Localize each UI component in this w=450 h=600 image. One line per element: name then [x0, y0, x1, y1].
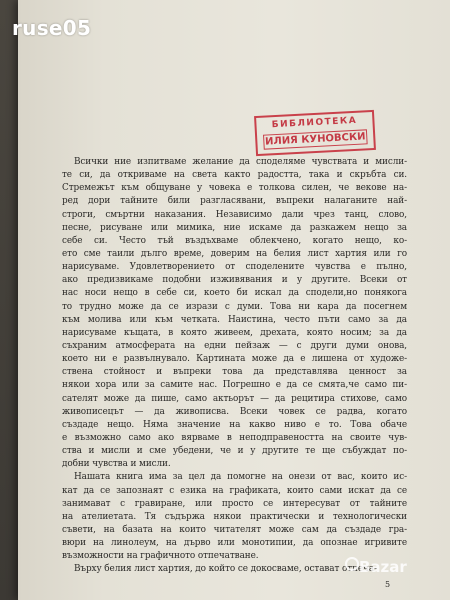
page-number: 5: [385, 580, 391, 589]
text-line: нас носи нещо в себе си, което би искал да сподели,но понякога: [62, 288, 407, 299]
text-line: сателят може да пише, само актьорът — да рецитира стихове, само: [62, 393, 407, 404]
text-line: на ателиетата. Тя съдържа някои практически и технологически: [62, 511, 407, 522]
text-line: те си, да откриваме на света както радостта, така и скръбта си.: [62, 170, 407, 181]
text-line: то трудно може да се изрази с думи. Това ни кара да посегнем: [62, 301, 407, 312]
text-line: ако предизвикаме подобни изживявания и у другите. Всеки от: [62, 275, 407, 286]
text-line: нарисуваме. Удовлетворението от споделените чувства е пълно,: [62, 262, 407, 273]
text-line: възможности на графичното отпечатване.: [62, 551, 259, 562]
text-line: нарисуваме къщата, в която живеем, дрехата, която носим; за да: [62, 327, 407, 338]
library-stamp: [254, 110, 376, 156]
bazar-logo-circle-icon: [345, 557, 359, 571]
text-line: към молива или към четката. Наистина, често пъти само за да: [62, 314, 407, 325]
text-line: песне, рисуване или мимика, ние искаме да разкажем нещо за: [62, 222, 407, 233]
text-line: Върху белия лист хартия, до който се докосваме, остават отпеча-: [74, 564, 377, 575]
text-line: вюри на линолеум, на дърво или монотипии, да опознае игривите: [62, 538, 407, 549]
text-line: кат да се запознаят с езика на графиката, които сами искат да се: [62, 485, 407, 496]
text-line: е възможно само ако вярваме в неподправеността на своите чув-: [62, 432, 407, 443]
text-line: съвети, на базата на които читателят може сам да създаде гра-: [62, 524, 407, 535]
text-line: което ни е развълнувало. Картината може да е лишена от художе-: [62, 354, 407, 365]
text-line: занимават с гравиране, или просто се интересуват от тайните: [62, 498, 407, 509]
stamp-line-1: БИБЛИОТЕКА: [271, 115, 358, 131]
stamp-line-2: ИЛИЯ КУНОВСКИ: [263, 129, 368, 149]
bazar-logo: [345, 553, 445, 593]
bazar-logo-text: Bazar: [359, 558, 407, 576]
text-line: живописецът — да живописва. Всеки човек се радва, когато: [62, 406, 407, 417]
text-line: Нашата книга има за цел да помогне на онези от вас, които ис-: [74, 472, 407, 483]
text-line: някои хора или за самите нас. Погрешно е да се смята,че само пи-: [62, 380, 407, 391]
text-line: ред дори тайните били разгласявани, въпреки налаганите най-: [62, 196, 407, 207]
watermark-text: ruse05: [12, 16, 92, 40]
text-line: създаде нещо. Няма значение на какво ниво е то. Това обаче: [62, 419, 407, 430]
text-line: съхраним атмосферата на едни пейзаж — с други думи онова,: [62, 340, 407, 351]
text-line: Стремежът към общуване у човека е толкова силен, че векове на-: [62, 183, 407, 194]
text-line: добни чувства и мисли.: [62, 459, 171, 470]
text-line: ствена стойност и въпреки това да представлява ценност за: [62, 367, 407, 378]
text-line: ства и мисли и сме убедени, че и у другите те ще събуждат по-: [62, 446, 407, 457]
text-line: себе си. Често тъй въздъхваме облекчено, когато нещо, ко-: [62, 235, 407, 246]
text-line: Всички ние изпитваме желание да споделяме чувствата и мисли-: [74, 157, 407, 167]
body-text: [62, 156, 407, 577]
text-line: ето сме таили дълго време, доверим на белия лист хартия или го: [62, 248, 407, 259]
text-line: строги, смъртни наказания. Независимо дали чрез танц, слово,: [62, 209, 407, 220]
